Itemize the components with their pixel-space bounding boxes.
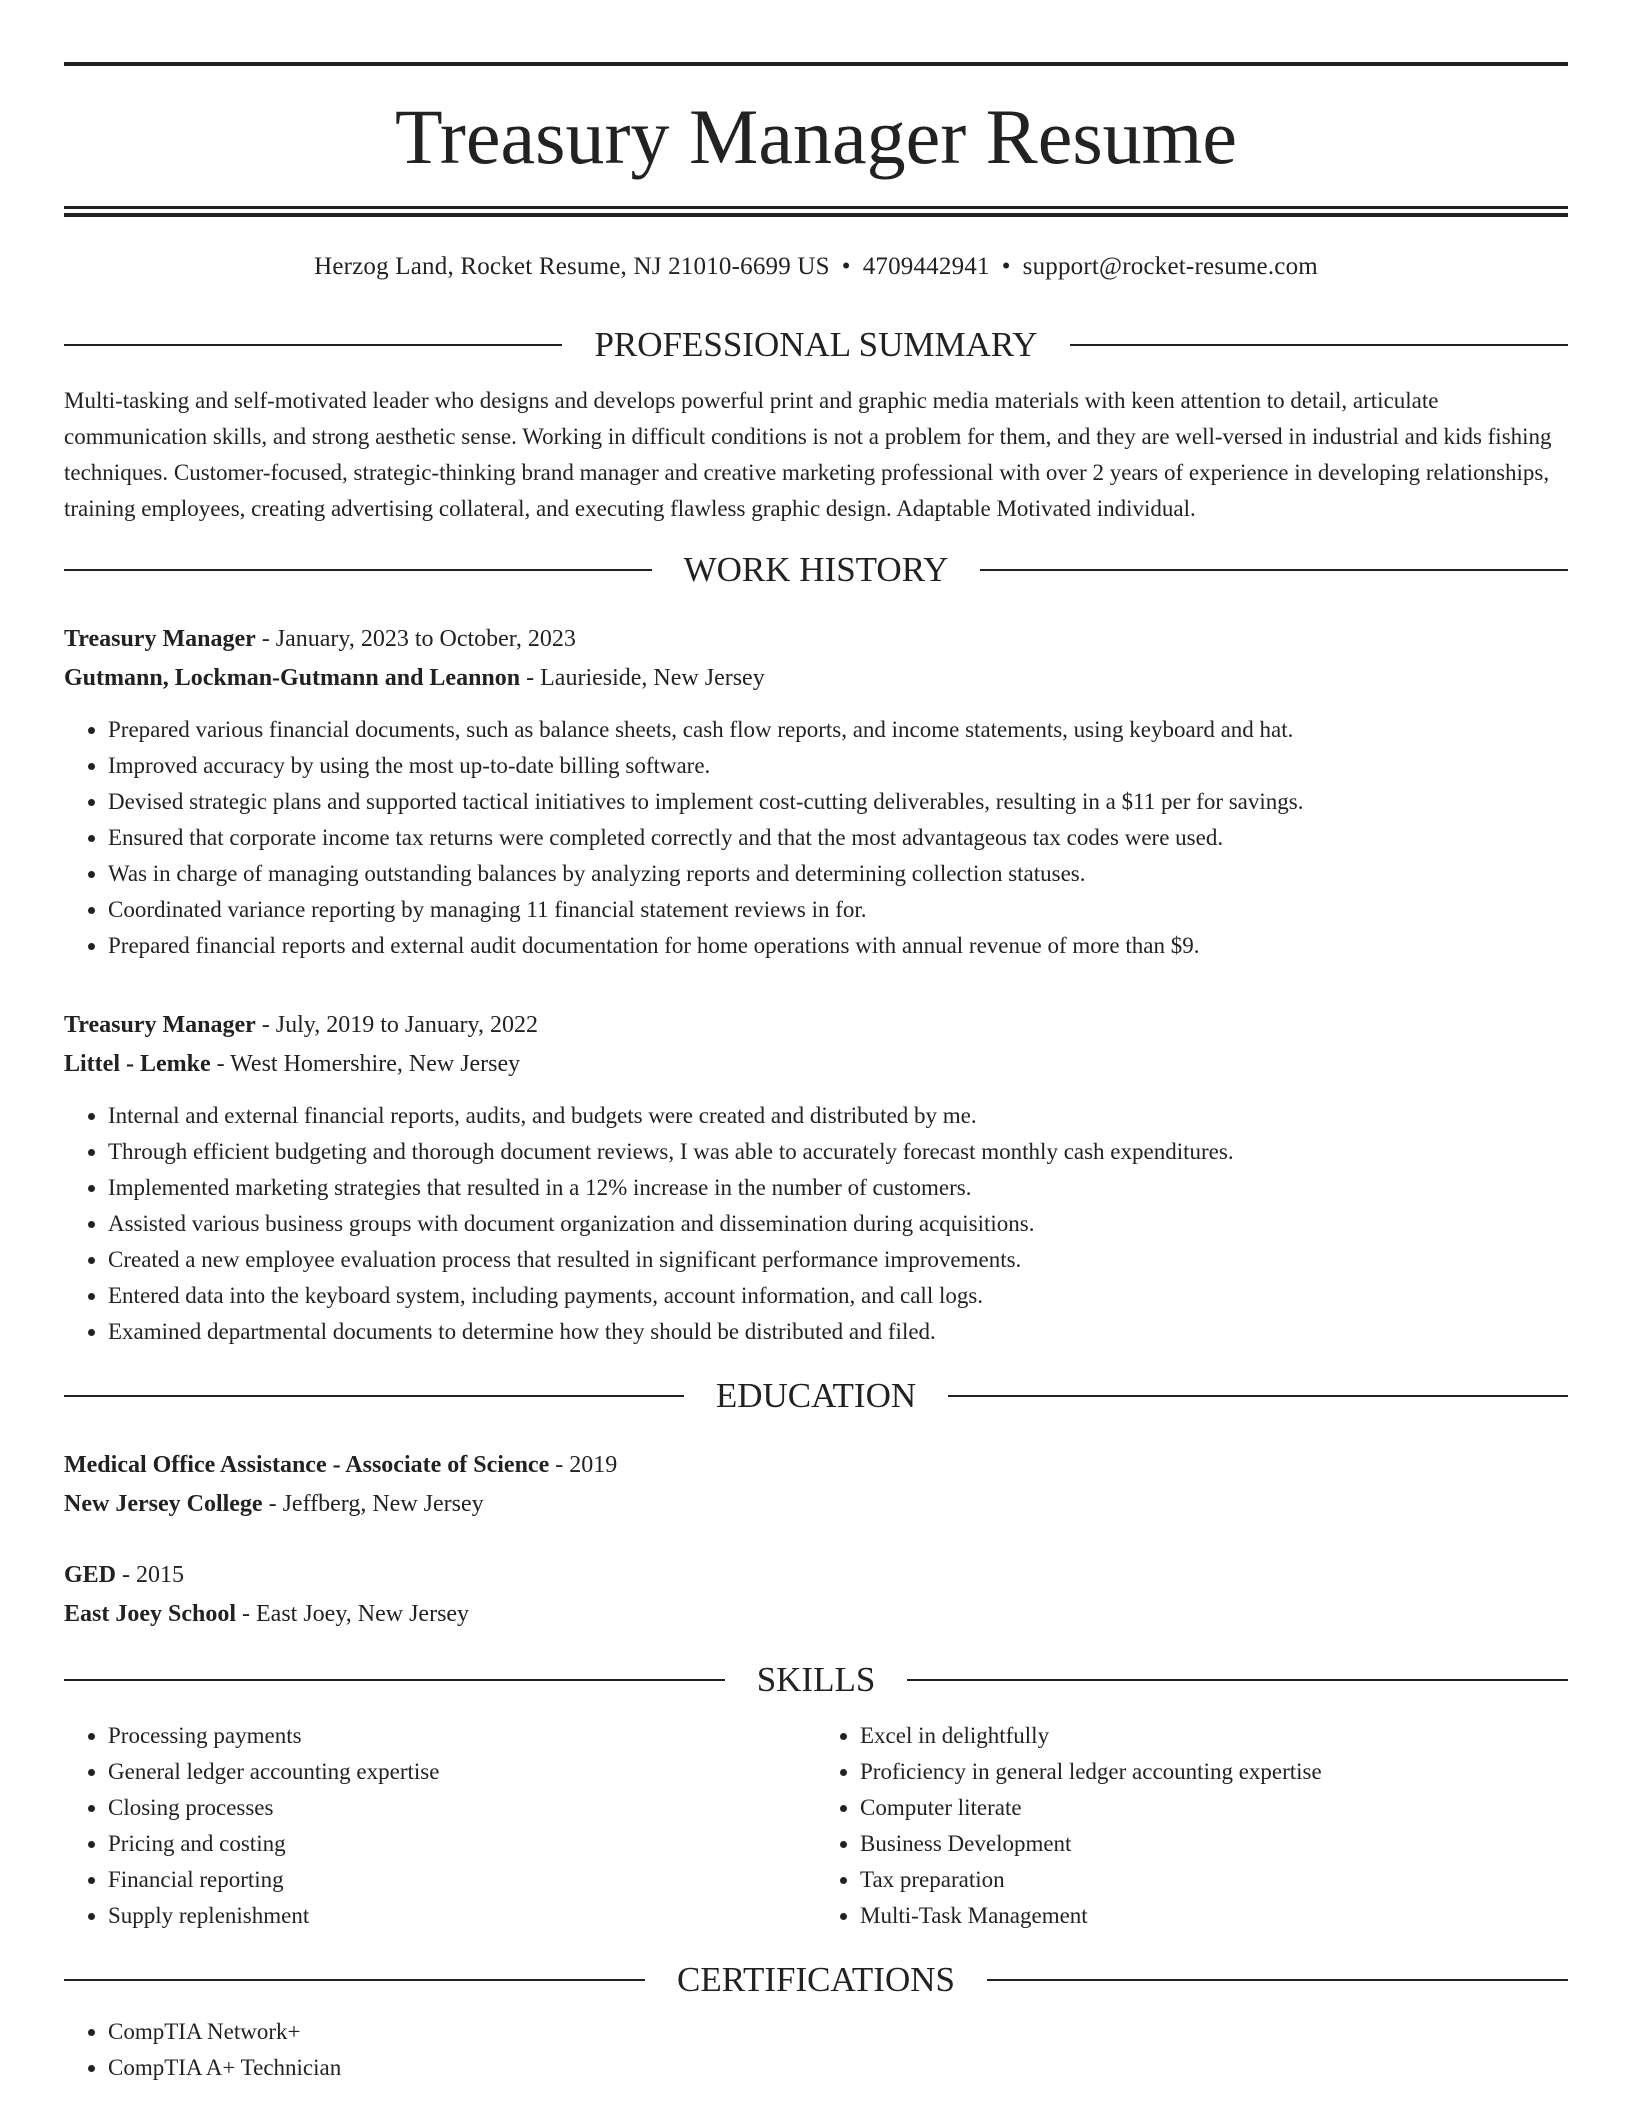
list-item: • Financial reporting: [108, 1862, 816, 1898]
school-name: New Jersey College: [64, 1491, 263, 1517]
list-item: • Prepared various financial documents, such as balance sheets, cash flow reports, and income statements, using keyboard and hat.: [108, 712, 1568, 748]
resume-page: [64, 62, 1568, 2086]
list-item: • Created a new employee evaluation process that resulted in significant performance improvements.: [108, 1242, 1568, 1278]
contact-phone: 4709442941: [862, 253, 990, 280]
contact-email: support@rocket-resume.com: [1022, 253, 1318, 280]
education-entry: [64, 1446, 1568, 1524]
list-item: • Internal and external financial reports, audits, and budgets were created and distributed by me.: [108, 1098, 1568, 1134]
contact-line: [64, 253, 1568, 281]
section-heading-summary-label: PROFESSIONAL SUMMARY: [594, 325, 1038, 364]
contact-separator: •: [841, 253, 851, 280]
title-double-rule: [64, 206, 1568, 217]
section-heading-work: [64, 550, 1568, 590]
degree-line: [64, 1556, 1568, 1595]
job-company: Littel - Lemke: [64, 1051, 211, 1077]
section-heading-work-label: WORK HISTORY: [683, 550, 949, 589]
list-item: • Closing processes: [108, 1790, 816, 1826]
list-item: • Implemented marketing strategies that resulted in a 12% increase in the number of customers.: [108, 1170, 1568, 1206]
list-item: • Business Development: [860, 1826, 1568, 1862]
list-item: • CompTIA A+ Technician: [108, 2050, 1568, 2086]
top-rule: [64, 62, 1568, 66]
job-company-line: [64, 1045, 1568, 1084]
job-entry: [64, 620, 1568, 964]
list-item: • Multi-Task Management: [860, 1898, 1568, 1934]
job-bullets: [64, 712, 1568, 964]
list-item: • Through efficient budgeting and thorough document reviews, I was able to accurately forecast monthly cash expenditures.: [108, 1134, 1568, 1170]
list-item: • Tax preparation: [860, 1862, 1568, 1898]
school-location: - Jeffberg, New Jersey: [262, 1491, 484, 1517]
list-item: • Processing payments: [108, 1718, 816, 1754]
education-entry: [64, 1556, 1568, 1634]
section-heading-certifications: [64, 1960, 1568, 2000]
list-item: • Devised strategic plans and supported tactical initiatives to implement cost-cutting deliverables, resulting in a $11 per for savings.: [108, 784, 1568, 820]
list-item: • Pricing and costing: [108, 1826, 816, 1862]
list-item: • Ensured that corporate income tax returns were completed correctly and that the most advantageous tax codes were used.: [108, 820, 1568, 856]
skills-columns: [64, 1718, 1568, 1934]
degree-year: - 2015: [116, 1562, 185, 1588]
school-line: [64, 1485, 1568, 1524]
summary-text: Multi-tasking and self-motivated leader who designs and develops powerful print and graphic media materials with keen attention to detail, articulate communication skills, and strong aesthetic sense. Working in difficult conditions is not a problem for them, and they are well-versed in industrial and kids fishing techniques. Customer-focused, strategic-thinking brand manager and creative marketing professional with over 2 years of experience in developing relationships, training employees, creating advertising collateral, and executing flawless graphic design. Adaptable Motivated individual.: [64, 388, 1552, 521]
job-role: Treasury Manager: [64, 1012, 256, 1038]
list-item: • General ledger accounting expertise: [108, 1754, 816, 1790]
job-dates: - July, 2019 to January, 2022: [255, 1012, 538, 1038]
resume-title: Treasury Manager Resume: [395, 93, 1237, 180]
job-company-line: [64, 659, 1568, 698]
skills-list-right: [816, 1718, 1568, 1934]
job-location: - West Homershire, New Jersey: [210, 1051, 521, 1077]
certifications-list: [64, 2014, 1568, 2086]
list-item: • Computer literate: [860, 1790, 1568, 1826]
job-title-line: [64, 1006, 1568, 1045]
list-item: • Examined departmental documents to determine how they should be distributed and filed.: [108, 1314, 1568, 1350]
job-entry: [64, 1006, 1568, 1350]
job-company: Gutmann, Lockman-Gutmann and Leannon: [64, 665, 521, 691]
contact-address: Herzog Land, Rocket Resume, NJ 21010-6699 US: [314, 253, 830, 280]
list-item: • Prepared financial reports and external audit documentation for home operations with annual revenue of more than $9.: [108, 928, 1568, 964]
list-item: • Excel in delightfully: [860, 1718, 1568, 1754]
job-title-line: [64, 620, 1568, 659]
list-item: • Assisted various business groups with document organization and dissemination during acquisitions.: [108, 1206, 1568, 1242]
list-item: • Entered data into the keyboard system, including payments, account information, and call logs.: [108, 1278, 1568, 1314]
section-heading-skills: [64, 1660, 1568, 1700]
school-line: [64, 1595, 1568, 1634]
degree-line: [64, 1446, 1568, 1485]
job-dates: - January, 2023 to October, 2023: [255, 626, 576, 652]
degree-year: - 2019: [549, 1452, 618, 1478]
section-heading-skills-label: SKILLS: [756, 1660, 876, 1699]
job-location: - Laurieside, New Jersey: [520, 665, 765, 691]
section-heading-education: [64, 1376, 1568, 1416]
section-heading-education-label: EDUCATION: [715, 1376, 917, 1415]
list-item: • Supply replenishment: [108, 1898, 816, 1934]
school-name: East Joey School: [64, 1601, 237, 1627]
degree-name: Medical Office Assistance - Associate of Science: [64, 1452, 550, 1478]
list-item: • CompTIA Network+: [108, 2014, 1568, 2050]
job-bullets: [64, 1098, 1568, 1350]
list-item: • Was in charge of managing outstanding balances by analyzing reports and determining collection statuses.: [108, 856, 1568, 892]
section-heading-certifications-label: CERTIFICATIONS: [677, 1960, 955, 1999]
degree-name: GED: [64, 1562, 117, 1588]
skills-list-left: [64, 1718, 816, 1934]
contact-separator: •: [1001, 253, 1011, 280]
list-item: • Improved accuracy by using the most up-to-date billing software.: [108, 748, 1568, 784]
job-role: Treasury Manager: [64, 626, 256, 652]
section-heading-summary: [64, 325, 1568, 365]
list-item: • Proficiency in general ledger accounting expertise: [860, 1754, 1568, 1790]
list-item: • Coordinated variance reporting by managing 11 financial statement reviews in for.: [108, 892, 1568, 928]
school-location: - East Joey, New Jersey: [236, 1601, 470, 1627]
